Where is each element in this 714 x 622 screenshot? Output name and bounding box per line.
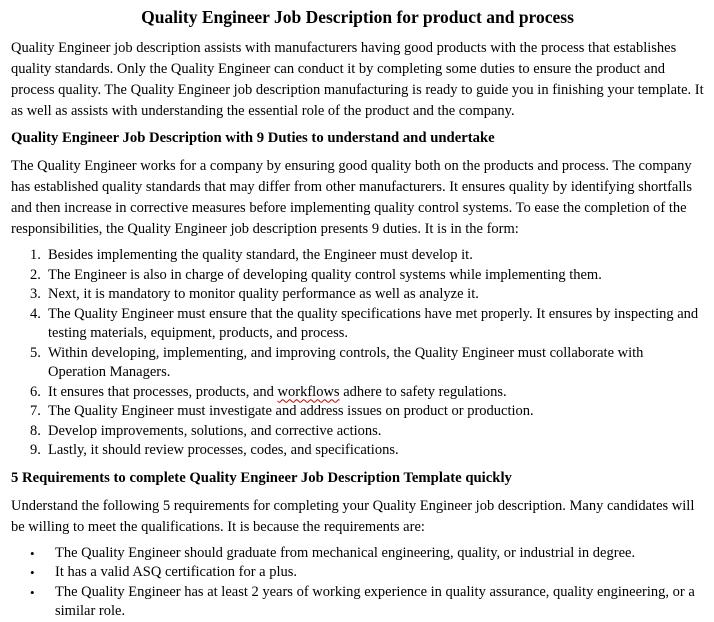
- list-item-text: Lastly, it should review processes, codes, and specifications.: [48, 442, 399, 458]
- list-marker: 3.: [30, 286, 41, 302]
- list-item-text: Develop improvements, solutions, and corrective actions.: [48, 422, 382, 439]
- list-marker: 4.: [30, 305, 41, 322]
- list-marker: 2.: [30, 266, 41, 283]
- list-item-text: The Quality Engineer should graduate from mechanical engineering, quality, or industrial in degree.: [55, 544, 636, 561]
- requirements-section-heading: 5 Requirements to complete Quality Engineer Job Description Template quickly: [11, 469, 512, 486]
- list-item: [11, 383, 704, 403]
- list-marker: •: [30, 565, 35, 580]
- list-item: [11, 563, 704, 583]
- list-item-text: The Quality Engineer must investigate and address issues on product or production.: [48, 403, 534, 419]
- document-title: Quality Engineer Job Description for product and process: [141, 7, 574, 27]
- list-item: [11, 544, 704, 564]
- list-item-text: The Quality Engineer has at least 2 years of working experience in quality assurance, quality engineering, or a similar role.: [55, 583, 695, 619]
- list-marker: 6.: [30, 383, 41, 400]
- list-item-text: Next, it is mandatory to monitor quality performance as well as analyze it.: [48, 286, 479, 302]
- list-item: [11, 246, 704, 266]
- list-marker: •: [30, 584, 35, 600]
- duties-list: [11, 246, 704, 461]
- list-item: [11, 402, 704, 422]
- list-marker: 9.: [30, 442, 41, 458]
- list-marker: 8.: [30, 422, 41, 439]
- list-item-text: It has a valid ASQ certification for a plus.: [55, 564, 298, 580]
- list-item-text: The Quality Engineer must ensure that the quality specifications have met properly. It ensures by inspecting and testing materials, equipment, products, and process.: [48, 305, 699, 341]
- list-item-text: The Engineer is also in charge of developing quality control systems while implementing them.: [48, 266, 602, 283]
- list-item: [11, 344, 704, 383]
- list-item: [11, 266, 704, 286]
- list-marker: •: [30, 545, 35, 561]
- requirements-section-paragraph: Understand the following 5 requirements for completing your Quality Engineer job description. Many candidates will be willing to meet the qualifications. It is because the requirements are:: [11, 497, 695, 535]
- requirements-list: [11, 544, 704, 622]
- list-item-text: Within developing, implementing, and improving controls, the Quality Engineer must collaborate with Operation Managers.: [48, 344, 644, 380]
- list-item-text: Besides implementing the quality standard, the Engineer must develop it.: [48, 247, 473, 263]
- duties-section-paragraph: The Quality Engineer works for a company by ensuring good quality both on the products and process. The company has established quality standards that may differ from other manufacturers. It ensures quality by identifying shortfalls and then increase in corrective measures before implementing quality control systems. To ease the completion of the responsibilities, the Quality Engineer job description presents 9 duties. It is in the form:: [11, 158, 693, 237]
- list-marker: 5.: [30, 344, 41, 361]
- list-marker: 7.: [30, 403, 41, 419]
- misspelled-word: workflows: [277, 383, 340, 400]
- list-item: [11, 583, 704, 622]
- list-marker: 1.: [30, 247, 41, 263]
- list-item: [11, 285, 704, 305]
- list-item: [11, 305, 704, 344]
- list-item: [11, 422, 704, 442]
- duties-section-heading: Quality Engineer Job Description with 9 Duties to understand and undertake: [11, 130, 495, 146]
- intro-paragraph: Quality Engineer job description assists with manufacturers having good products with the process that establishes quality standards. Only the Quality Engineer can conduct it by completing some duties to ensure the product and process quality. The Quality Engineer job description manufacturing is ready to guide you in finishing your template. It as well as assists with understanding the essential role of the product and the company.: [11, 40, 704, 119]
- list-item: [11, 441, 704, 461]
- list-item-text: It ensures that processes, products, and workflows adhere to safety regulations.: [48, 383, 507, 400]
